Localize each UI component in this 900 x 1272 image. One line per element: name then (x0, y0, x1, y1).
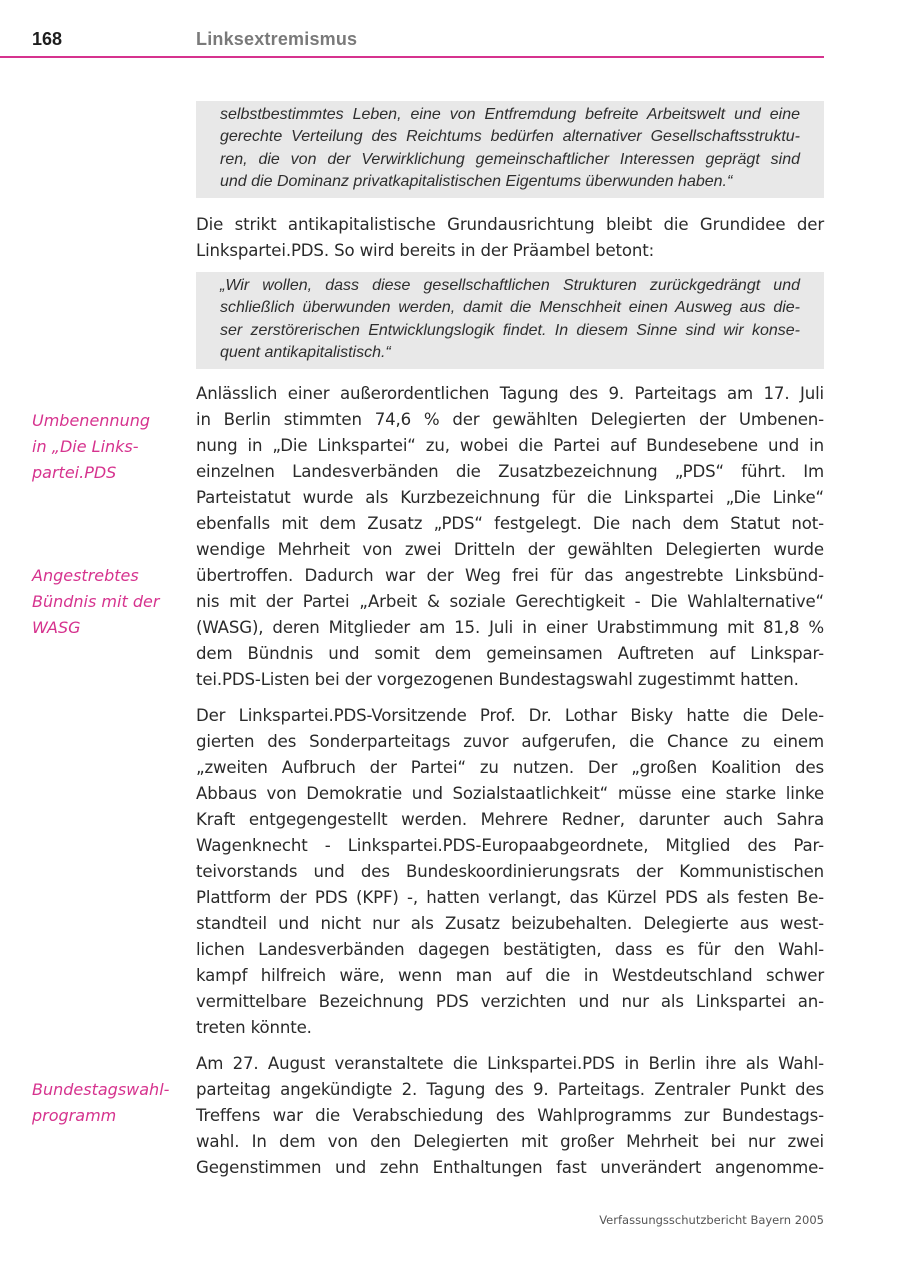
quote-line: selbstbestimmtes Leben, eine von Entfremdung befreite Arbeitswelt und eine (220, 106, 800, 123)
text-line: übertroffen. Dadurch war der Weg frei für das angestrebte Linksbünd- (196, 566, 824, 585)
running-title: Linksextremismus (196, 29, 358, 49)
text-line: tei.PDS-Listen bei der vorgezogenen Bundestagswahl zugestimmt hatten. (196, 670, 799, 689)
text-line: teivorstands und des Bundeskoordinierungsrats der Kommunistischen (196, 862, 824, 881)
margin-note-line: Angestrebtes (32, 566, 139, 585)
quote-line: schließlich überwunden werden, damit die Menschheit einen Ausweg aus die- (220, 299, 800, 317)
page-footer: Verfassungsschutzbericht Bayern 2005 (599, 1213, 824, 1227)
text-line: gierten des Sonderparteitags zuvor aufgerufen, die Chance zu einem (196, 732, 824, 751)
text-line: Der Linkspartei.PDS-Vorsitzende Prof. Dr. Lothar Bisky hatte die Dele- (196, 706, 824, 725)
text-line: wahl. In dem von den Delegierten mit großer Mehrheit bei nur zwei (196, 1132, 824, 1151)
quote-line: „Wir wollen, dass diese gesellschaftlichen Strukturen zurückgedrängt und (220, 277, 800, 294)
margin-note-bundestagswahlprogramm (32, 1077, 182, 1129)
margin-note-line: Bundestagswahl- (32, 1080, 170, 1099)
text-line: in Berlin stimmten 74,6 % der gewählten Delegierten der Umbenen- (196, 410, 824, 429)
text-line: nung in „Die Linkspartei“ zu, wobei die Partei auf Bundesebene und in (196, 436, 824, 455)
quote-line: ren, die von der Verwirklichung gemeinschaftlicher Interessen geprägt sind (220, 150, 800, 168)
page-number: 168 (32, 29, 63, 49)
text-line: (WASG), deren Mitglieder am 15. Juli in einer Urabstimmung mit 81,8 % (196, 618, 824, 637)
margin-note-line: Bündnis mit der (32, 592, 160, 611)
text-line: nis mit der Partei „Arbeit & soziale Gerechtigkeit - Die Wahlalternative“ (196, 592, 824, 611)
margin-note-umbenennung (32, 408, 182, 486)
text-line: Linkspartei.PDS. So wird bereits in der Präambel betont: (196, 241, 655, 260)
quote-line: gerechte Verteilung des Reichtums bedürfen alternativer Gesellschaftsstruktu- (220, 128, 800, 146)
text-line: treten könnte. (196, 1018, 312, 1037)
paragraph-1 (196, 212, 824, 264)
text-line: Gegenstimmen und zehn Enthaltungen fast unverändert angenomme- (196, 1158, 824, 1177)
quote-line: und die Dominanz privatkapitalistischen Eigentums überwunden haben.“ (220, 173, 733, 191)
text-line: Abbaus von Demokratie und Sozialstaatlichkeit“ müsse eine starke linke (196, 784, 824, 803)
text-line: standteil und nicht nur als Zusatz beizubehalten. Delegierte aus west- (196, 914, 824, 933)
margin-note-line: programm (32, 1106, 117, 1125)
text-line: Wagenknecht - Linkspartei.PDS-Europaabgeordnete, Mitglied des Par- (196, 836, 824, 855)
quote-line: ser zerstörerischen Entwicklungslogik findet. In diesem Sinne sind wir konse- (220, 321, 800, 339)
text-line: Die strikt antikapitalistische Grundausrichtung bleibt die Grundidee der (196, 215, 824, 234)
margin-note-wasg (32, 563, 182, 641)
text-line: Kraft entgegengestellt werden. Mehrere Redner, darunter auch Sahra (196, 810, 824, 829)
text-line: einzelnen Landesverbänden die Zusatzbezeichnung „PDS“ führt. Im (196, 462, 824, 481)
block-quote-1 (196, 101, 824, 198)
text-line: kampf hilfreich wäre, wenn man auf die in Westdeutschland schwer (196, 966, 824, 985)
text-line: Plattform der PDS (KPF) -, hatten verlangt, das Kürzel PDS als festen Be- (196, 888, 824, 907)
margin-note-line: in „Die Links- (32, 437, 139, 456)
text-line: parteitag angekündigte 2. Tagung des 9. Parteitags. Zentraler Punkt des (196, 1080, 824, 1099)
block-quote-2 (196, 272, 824, 369)
paragraph-2 (196, 381, 824, 693)
text-line: vermittelbare Bezeichnung PDS verzichten und nur als Linkspartei an- (196, 992, 824, 1011)
text-line: dem Bündnis und somit dem gemeinsamen Auftreten auf Linkspar- (196, 644, 824, 663)
margin-note-line: WASG (32, 618, 81, 637)
quote-line: quent antikapitalistisch.“ (220, 344, 391, 362)
text-line: Treffens war die Verabschiedung des Wahlprogramms zur Bundestags- (196, 1106, 824, 1125)
header-rule (0, 56, 824, 58)
page-header (0, 26, 824, 58)
text-line: „zweiten Aufbruch der Partei“ zu nutzen. Der „großen Koalition des (196, 758, 824, 777)
text-line: Am 27. August veranstaltete die Linkspartei.PDS in Berlin ihre als Wahl- (196, 1054, 824, 1073)
text-line: lichen Landesverbänden dagegen bestätigten, dass es für den Wahl- (196, 940, 824, 959)
paragraph-4 (196, 1051, 824, 1181)
text-line: Anlässlich einer außerordentlichen Tagung des 9. Parteitags am 17. Juli (196, 384, 824, 403)
paragraph-3 (196, 703, 824, 1041)
margin-note-line: partei.PDS (32, 463, 117, 482)
margin-note-line: Umbenennung (32, 411, 150, 430)
text-line: Parteistatut wurde als Kurzbezeichnung für die Linkspartei „Die Linke“ (196, 488, 824, 507)
text-line: wendige Mehrheit von zwei Dritteln der gewählten Delegierten wurde (196, 540, 824, 559)
text-line: ebenfalls mit dem Zusatz „PDS“ festgelegt. Die nach dem Statut not- (196, 514, 824, 533)
